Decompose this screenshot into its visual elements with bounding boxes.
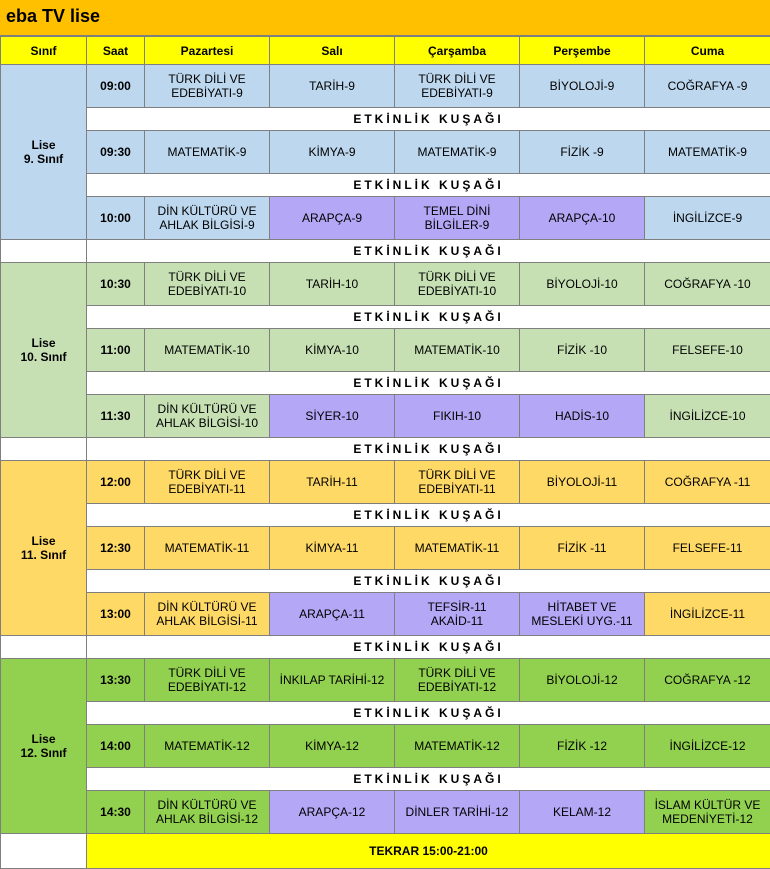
header-thursday: Perşembe (520, 37, 645, 65)
page-title: eba TV lise (6, 6, 100, 27)
title-bar (0, 0, 770, 36)
lesson-cell: TARİH-9 (270, 65, 395, 108)
lesson-cell: TÜRK DİLİ VE EDEBİYATI-11 (145, 461, 270, 504)
lesson-cell: MATEMATİK-11 (395, 527, 520, 570)
lesson-cell: İNGİLİZCE-9 (645, 197, 770, 240)
activity-band: ETKİNLİK KUŞAĞI (87, 108, 770, 131)
activity-band: ETKİNLİK KUŞAĞI (87, 636, 770, 659)
lesson-cell: DİN KÜLTÜRÜ VE AHLAK BİLGİSİ-12 (145, 791, 270, 834)
table-row (1, 461, 770, 504)
time-cell: 13:00 (87, 593, 145, 636)
lesson-cell: KİMYA-11 (270, 527, 395, 570)
activity-band: ETKİNLİK KUŞAĞI (87, 504, 770, 527)
lesson-cell: FİZİK -9 (520, 131, 645, 174)
lesson-cell: MATEMATİK-9 (645, 131, 770, 174)
table-row (1, 329, 770, 372)
header-wednesday: Çarşamba (395, 37, 520, 65)
table-row (1, 395, 770, 438)
lesson-cell: COĞRAFYA -11 (645, 461, 770, 504)
class-label: Lise 10. Sınıf (1, 263, 87, 438)
activity-band: ETKİNLİK KUŞAĞI (87, 240, 770, 263)
table-row (1, 791, 770, 834)
lesson-cell: İNKILAP TARİHİ-12 (270, 659, 395, 702)
lesson-cell: TÜRK DİLİ VE EDEBİYATI-11 (395, 461, 520, 504)
separator-row (1, 504, 770, 527)
header-row (1, 37, 770, 65)
lesson-cell: TEMEL DİNİ BİLGİLER-9 (395, 197, 520, 240)
lesson-cell: KELAM-12 (520, 791, 645, 834)
lesson-cell: KİMYA-9 (270, 131, 395, 174)
activity-band: ETKİNLİK KUŞAĞI (87, 702, 770, 725)
lesson-cell: BİYOLOJİ-10 (520, 263, 645, 306)
lesson-cell: DİN KÜLTÜRÜ VE AHLAK BİLGİSİ-11 (145, 593, 270, 636)
lesson-cell: İSLAM KÜLTÜR VE MEDENİYETİ-12 (645, 791, 770, 834)
activity-band: ETKİNLİK KUŞAĞI (87, 438, 770, 461)
separator-row (1, 636, 770, 659)
footer-row (1, 834, 770, 869)
lesson-cell: TARİH-10 (270, 263, 395, 306)
separator-row (1, 240, 770, 263)
time-cell: 09:00 (87, 65, 145, 108)
lesson-cell: TÜRK DİLİ VE EDEBİYATI-12 (145, 659, 270, 702)
table-row (1, 197, 770, 240)
blank-cell (1, 636, 87, 659)
lesson-cell: MATEMATİK-10 (145, 329, 270, 372)
header-tuesday: Salı (270, 37, 395, 65)
lesson-cell: FIKIH-10 (395, 395, 520, 438)
activity-band: ETKİNLİK KUŞAĞI (87, 372, 770, 395)
blank-cell (1, 438, 87, 461)
lesson-cell: MATEMATİK-9 (395, 131, 520, 174)
lesson-cell: MATEMATİK-12 (145, 725, 270, 768)
table-row (1, 65, 770, 108)
lesson-cell: COĞRAFYA -12 (645, 659, 770, 702)
separator-row (1, 570, 770, 593)
lesson-cell: TÜRK DİLİ VE EDEBİYATI-10 (395, 263, 520, 306)
lesson-cell: BİYOLOJİ-12 (520, 659, 645, 702)
time-cell: 14:00 (87, 725, 145, 768)
table-row (1, 527, 770, 570)
time-cell: 13:30 (87, 659, 145, 702)
time-cell: 12:00 (87, 461, 145, 504)
lesson-cell: SİYER-10 (270, 395, 395, 438)
class-label: Lise 11. Sınıf (1, 461, 87, 636)
lesson-cell: KİMYA-12 (270, 725, 395, 768)
lesson-cell: İNGİLİZCE-10 (645, 395, 770, 438)
time-cell: 12:30 (87, 527, 145, 570)
lesson-cell: MATEMATİK-10 (395, 329, 520, 372)
lesson-cell: BİYOLOJİ-11 (520, 461, 645, 504)
activity-band: ETKİNLİK KUŞAĞI (87, 570, 770, 593)
separator-row (1, 372, 770, 395)
separator-row (1, 174, 770, 197)
lesson-cell: ARAPÇA-9 (270, 197, 395, 240)
class-label: Lise 9. Sınıf (1, 65, 87, 240)
time-cell: 09:30 (87, 131, 145, 174)
activity-band: ETKİNLİK KUŞAĞI (87, 306, 770, 329)
lesson-cell: COĞRAFYA -9 (645, 65, 770, 108)
lesson-cell: DİN KÜLTÜRÜ VE AHLAK BİLGİSİ-9 (145, 197, 270, 240)
lesson-cell: İNGİLİZCE-11 (645, 593, 770, 636)
table-row (1, 593, 770, 636)
separator-row (1, 108, 770, 131)
lesson-cell: MATEMATİK-11 (145, 527, 270, 570)
lesson-cell: DİNLER TARİHİ-12 (395, 791, 520, 834)
class-label: Lise 12. Sınıf (1, 659, 87, 834)
lesson-cell: FELSEFE-10 (645, 329, 770, 372)
table-row (1, 263, 770, 306)
table-row (1, 659, 770, 702)
blank-cell (1, 240, 87, 263)
lesson-cell: TÜRK DİLİ VE EDEBİYATI-9 (145, 65, 270, 108)
lesson-cell: İNGİLİZCE-12 (645, 725, 770, 768)
lesson-cell: HADİS-10 (520, 395, 645, 438)
lesson-cell: MATEMATİK-9 (145, 131, 270, 174)
schedule-table (0, 36, 770, 869)
header-time: Saat (87, 37, 145, 65)
header-monday: Pazartesi (145, 37, 270, 65)
lesson-cell: FİZİK -11 (520, 527, 645, 570)
lesson-cell: COĞRAFYA -10 (645, 263, 770, 306)
separator-row (1, 306, 770, 329)
time-cell: 10:30 (87, 263, 145, 306)
lesson-cell: ARAPÇA-10 (520, 197, 645, 240)
table-row (1, 131, 770, 174)
lesson-cell: FİZİK -12 (520, 725, 645, 768)
time-cell: 11:00 (87, 329, 145, 372)
time-cell: 11:30 (87, 395, 145, 438)
repeat-note: TEKRAR 15:00-21:00 (87, 834, 770, 869)
separator-row (1, 768, 770, 791)
lesson-cell: DİN KÜLTÜRÜ VE AHLAK BİLGİSİ-10 (145, 395, 270, 438)
separator-row (1, 438, 770, 461)
lesson-cell: FELSEFE-11 (645, 527, 770, 570)
lesson-cell: FİZİK -10 (520, 329, 645, 372)
lesson-cell: TÜRK DİLİ VE EDEBİYATI-10 (145, 263, 270, 306)
lesson-cell: ARAPÇA-11 (270, 593, 395, 636)
lesson-cell: TEFSİR-11 AKAİD-11 (395, 593, 520, 636)
header-class: Sınıf (1, 37, 87, 65)
time-cell: 10:00 (87, 197, 145, 240)
time-cell: 14:30 (87, 791, 145, 834)
lesson-cell: MATEMATİK-12 (395, 725, 520, 768)
blank-cell (1, 834, 87, 869)
header-friday: Cuma (645, 37, 770, 65)
lesson-cell: KİMYA-10 (270, 329, 395, 372)
lesson-cell: BİYOLOJİ-9 (520, 65, 645, 108)
separator-row (1, 702, 770, 725)
table-row (1, 725, 770, 768)
lesson-cell: TÜRK DİLİ VE EDEBİYATI-12 (395, 659, 520, 702)
lesson-cell: ARAPÇA-12 (270, 791, 395, 834)
activity-band: ETKİNLİK KUŞAĞI (87, 768, 770, 791)
lesson-cell: HİTABET VE MESLEKİ UYG.-11 (520, 593, 645, 636)
lesson-cell: TARİH-11 (270, 461, 395, 504)
activity-band: ETKİNLİK KUŞAĞI (87, 174, 770, 197)
lesson-cell: TÜRK DİLİ VE EDEBİYATI-9 (395, 65, 520, 108)
